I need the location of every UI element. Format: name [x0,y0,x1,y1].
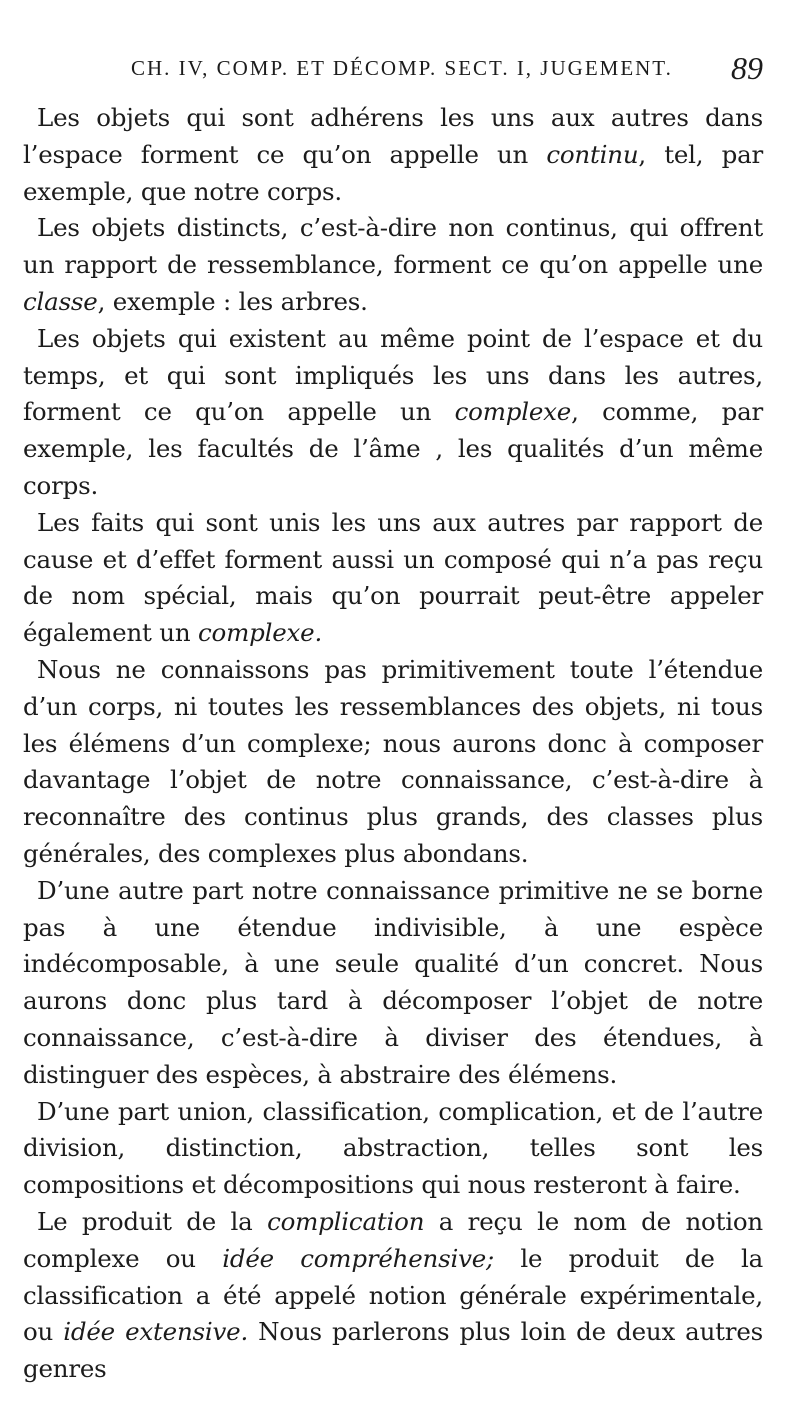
text-run: Les objets qui sont adhérens les uns aux autres dans l’espace forment ce qu’on appelle un [23,103,763,169]
text-run: Les faits qui sont unis les uns aux autres par rapport de cause et d’effet forment aussi un composé qui n’a pas reçu de nom spécial, mais qu’on pourrait peut-être appeler également un [23,507,763,648]
paragraph [23,1094,763,1204]
paragraph [23,321,763,505]
page-number: 89 [731,50,763,86]
italic-term: classe [23,286,98,316]
text-run: D’une autre part notre connaissance primitive ne se borne pas à une étendue indivisible, à une espèce indécomposable, à une seule qualité d’un concret. Nous aurons donc plus tard à décomposer l’objet de notre connaissance, c’est-à-dire à diviser des étendues, à distinguer des espèces, à abstraire des élémens. [23,875,763,1089]
paragraph [23,873,763,1094]
italic-term: complexe. [198,618,323,648]
text-run: Nous parlerons plus loin de deux autres genres [23,1317,763,1384]
text-run: Le produit de la [37,1206,268,1236]
paragraph [23,100,763,210]
text-run: , tel, par exemple, que notre corps. [23,139,763,206]
paragraph [23,1204,763,1388]
italic-term: complexe [454,397,572,427]
text-run: Nous ne connaissons pas primitivement toute l’étendue d’un corps, ni toutes les ressemblances des objets, ni tous les élémens d’un complexe; nous aurons donc à composer davantage l’objet de notre connaissance, c’est-à-dire à reconnaître des continus plus grands, des classes plus générales, des complexes plus abondans. [23,654,763,868]
italic-term: idée compréhensive; [222,1243,495,1273]
running-title: CH. IV, COMP. ET DÉCOMP. SECT. I, JUGEMENT. [131,56,673,80]
text-run: Les objets qui existent au même point de l’espace et du temps, et qui sont impliqués les uns dans les autres, forment ce qu’on appelle un [23,323,763,427]
paragraph [23,505,763,652]
text-run: D’une part union, classification, complication, et de l’autre division, distinction, abstraction, telles sont les compositions et décompositions qui nous resteront à faire. [23,1096,763,1200]
paragraph [23,210,763,320]
italic-term: complication [267,1206,425,1236]
running-head [23,52,763,100]
book-page [23,52,763,1388]
text-run: Les objets distincts, c’est-à-dire non continus, qui offrent un rapport de ressemblance, forment ce qu’on appelle une [23,213,763,280]
text-run: , comme, par exemple, les facultés de l’âme , les qualités d’un même corps. [23,397,763,500]
paragraph [23,652,763,873]
text-run: , exemple : les arbres. [97,286,368,316]
italic-term: idée extensive. [63,1317,249,1347]
body-text [23,100,763,1388]
text-run: a reçu le nom de notion complexe ou [23,1206,764,1273]
text-run: le produit de la classification a été appelé notion générale expérimentale, ou [23,1243,763,1347]
italic-term: continu [546,139,639,169]
